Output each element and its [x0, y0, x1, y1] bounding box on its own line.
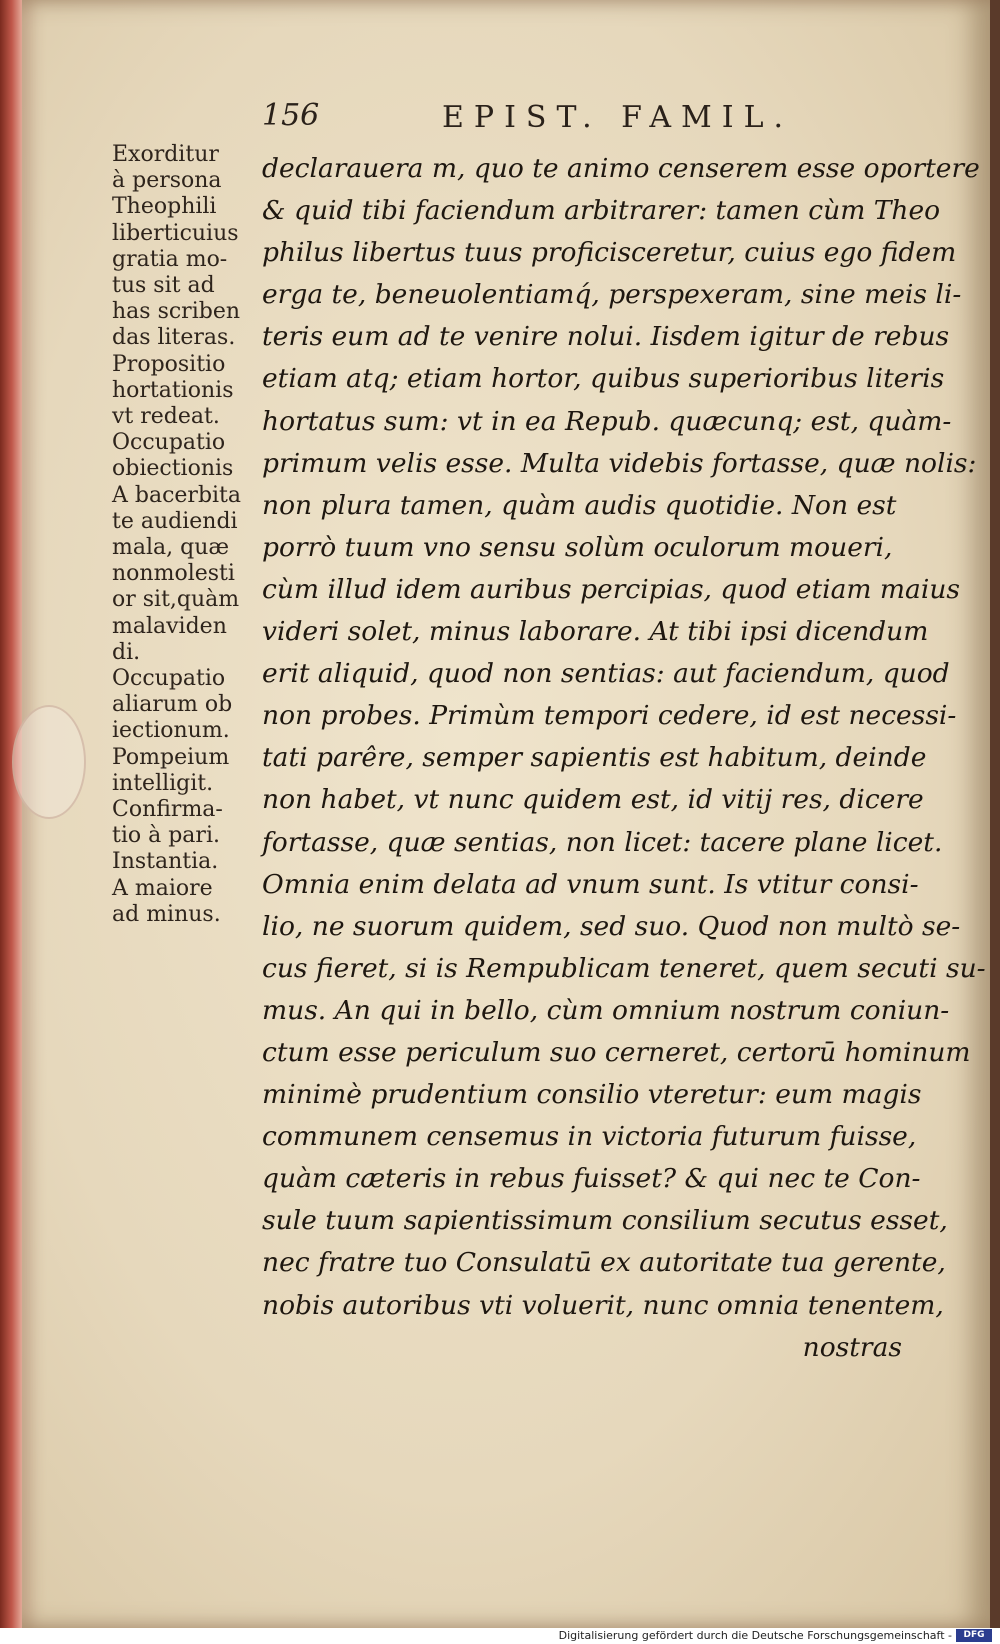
text-line: fortasse, quæ sentias, non licet: tacere plane licet.	[262, 826, 943, 858]
margin-note-line: Exorditur	[112, 142, 219, 167]
text-line: teris eum ad te venire nolui. Iisdem igitur de rebus	[262, 321, 950, 353]
text-line: videri solet, minus laborare. At tibi ipsi dicendum	[262, 616, 929, 648]
text-line: communem censemus in victoria futurum fuisse,	[262, 1121, 917, 1153]
margin-notes	[112, 142, 262, 928]
text-line: non probes. Primùm tempori cedere, id est necessi-	[262, 700, 957, 732]
margin-note-line: das literas.	[112, 325, 236, 351]
main-text-block	[262, 148, 986, 1369]
text-line: declarauera m, quo te animo censerem esse oportere	[262, 153, 980, 184]
margin-note-line: liberticuius	[112, 220, 239, 246]
page-tab-mark	[12, 705, 86, 819]
text-line: philus libertus tuus proficisceretur, cuius ego fidem	[262, 237, 957, 269]
margin-note-line: à persona	[112, 168, 222, 194]
text-line: hortatus sum: vt in ea Repub. quæcunq; est, quàm-	[262, 405, 952, 437]
text-line: nobis autoribus vti voluerit, nunc omnia tenentem,	[262, 1289, 944, 1321]
margin-note-line: or sit,quàm	[112, 587, 240, 613]
text-line: non habet, vt nunc quidem est, id vitij res, dicere	[262, 784, 924, 816]
margin-note-line: iectionum.	[112, 718, 230, 744]
text-line: erit aliquid, quod non sentias: aut faciendum, quod	[262, 658, 950, 690]
margin-note-line: hortationis	[112, 377, 234, 403]
text-line: cus fieret, si is Rempublicam teneret, quem secuti su-	[262, 952, 986, 984]
text-line: quàm cæteris in rebus fuisset? & qui nec te Con-	[262, 1163, 921, 1195]
margin-note-line: tio à pari.	[112, 823, 220, 849]
text-line: Omnia enim delata ad vnum sunt. Is vtitur consi-	[262, 868, 919, 900]
text-line: & quid tibi faciendum arbitrarer: tamen cùm Theo	[262, 195, 941, 227]
margin-note-line: intelligit.	[112, 770, 214, 796]
running-title: EPIST. FAMIL.	[442, 100, 794, 135]
margin-note-line: malaviden	[112, 613, 227, 639]
margin-note-line: Confirma-	[112, 797, 223, 823]
margin-note-line: Propositio	[112, 351, 226, 377]
text-line: erga te, beneuolentiamq́, perspexeram, sine meis li-	[262, 279, 962, 311]
margin-note-line: mala, quæ	[112, 535, 230, 561]
margin-note-line: nonmolesti	[112, 561, 235, 587]
margin-note-line: Pompeium	[112, 744, 230, 770]
margin-note-line: obiectionis	[112, 456, 234, 482]
catchword: nostras	[802, 1331, 902, 1363]
text-line: primum velis esse. Multa videbis fortasse, quæ nolis:	[262, 447, 977, 479]
margin-note-line: di.	[112, 639, 141, 665]
margin-note-line: Instantia.	[112, 849, 219, 875]
text-line: cùm illud idem auribus percipias, quod etiam maius	[262, 573, 960, 605]
dfg-logo: DFG	[956, 1629, 992, 1642]
margin-note-line: vt redeat.	[112, 404, 220, 430]
margin-note-line: te audiendi	[112, 508, 238, 534]
margin-note-line: A bacerbita	[112, 482, 242, 508]
margin-note-line: A maiore	[112, 875, 213, 901]
footer-bar	[0, 1628, 1000, 1644]
text-line: porrò tuum vno sensu solùm oculorum moueri,	[262, 531, 893, 563]
text-line: nec fratre tuo Consulatū ex autoritate tua gerente,	[262, 1247, 946, 1279]
margin-note-line: Occupatio	[112, 666, 226, 692]
text-line: lio, ne suorum quidem, sed suo. Quod non multò se-	[262, 910, 961, 942]
margin-note-line: ad minus.	[112, 901, 221, 927]
text-line: minimè prudentium consilio vteretur: eum magis	[262, 1079, 922, 1111]
margin-note-line: Occupatio	[112, 430, 226, 456]
text-line: etiam atq; etiam hortor, quibus superioribus literis	[262, 363, 945, 395]
footer-credit: Digitalisierung gefördert durch die Deutsche Forschungsgemeinschaft -	[558, 1629, 952, 1642]
margin-note-line: tus sit ad	[112, 273, 215, 299]
page-number: 156	[262, 98, 320, 133]
margin-note-line: aliarum ob	[112, 692, 233, 718]
text-line: tati parêre, semper sapientis est habitum, deinde	[262, 742, 927, 774]
text-line: non plura tamen, quàm audis quotidie. Non est	[262, 489, 897, 521]
margin-note-line: has scriben	[112, 299, 241, 325]
text-line: sule tuum sapientissimum consilium secutus esset,	[262, 1205, 948, 1237]
text-line: mus. An qui in bello, cùm omnium nostrum coniun-	[262, 994, 950, 1026]
margin-note-line: gratia mo-	[112, 246, 228, 272]
margin-note-line: Theophili	[112, 194, 217, 220]
text-line: ctum esse periculum suo cerneret, certorū hominum	[262, 1036, 971, 1068]
page-header	[262, 98, 822, 142]
